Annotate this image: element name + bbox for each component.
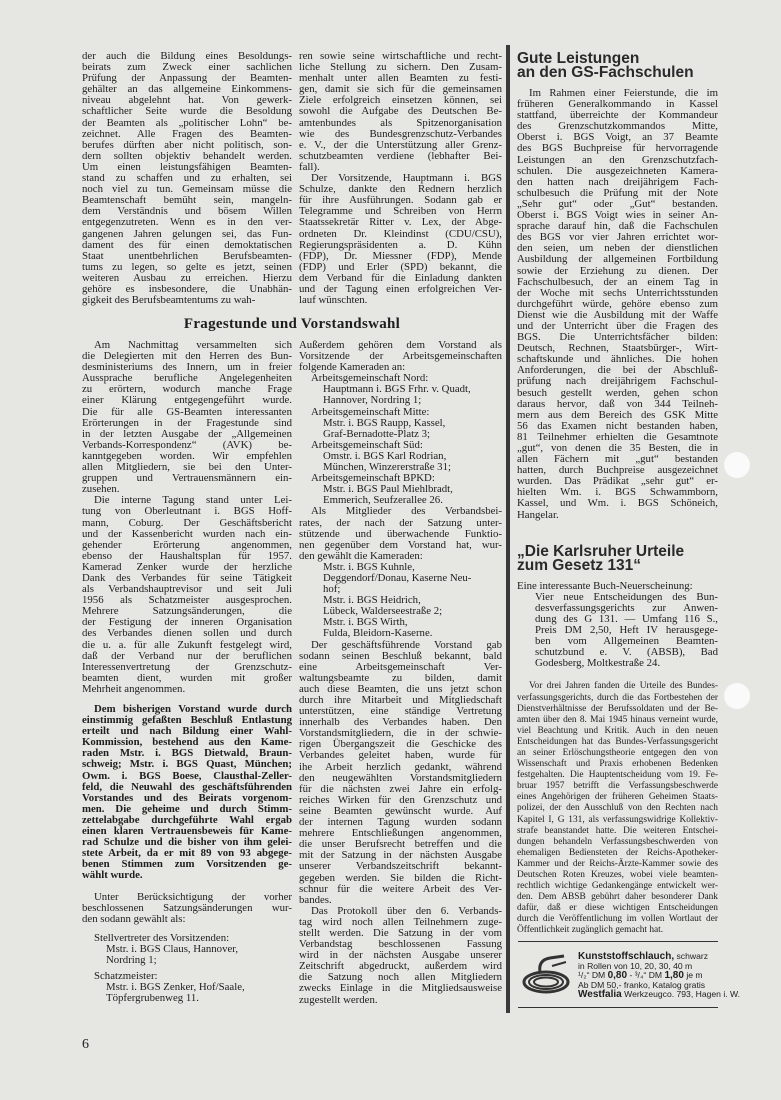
text-line: hatten, durch Buchpreise ausgezeichnet [517,464,718,477]
text-line: Fachschulbesuch, der an einem Tag in [517,275,718,288]
text-line: Preis DM 2,50, Heft IV herausgege- [535,624,718,637]
text-line: der Beamten als „politischer Lohn“ be- [82,116,292,129]
text-line: gegeben werden. Sie bilden die Richt- [299,871,502,884]
text-line: Arbeitsgemeinschaft Süd: [311,438,423,451]
text-line: Graf-Bernadotte-Platz 3; [323,427,431,440]
paragraph [517,88,718,521]
text-line: für ihre Ausführungen. Sodann gab er [299,194,502,207]
page-number: 6 [82,1037,89,1052]
paragraph [82,340,292,495]
text-line: ebenso der Haushaltsplan für 1957. [82,549,292,562]
text-line: Anforderungen, die bei der Abschluß- [517,364,718,377]
text-line: Regierungspräsidenten a. D. Kühn [299,238,502,251]
text-line: ihe Arbeit herzlich gedankt, während [299,760,502,773]
text-line: besuch gestellt werden, gehen schon [517,386,718,399]
text-line: desverfassungsgerichts zur Anwen- [535,601,718,614]
text-line: desministeriums des Innern, um in freier [82,361,292,374]
text-line: menhalt unter allen Beamten zu festi- [299,72,502,85]
text-line: wie des Bundesgrenzschutz-Verbandes [299,127,502,140]
text-line: schaftlicher Seite wurde die Besoldung [82,105,292,118]
text-line: Schulze, dankte den Rednern herzlich [299,183,502,196]
article-heading: „Die Karlsruher Urteile zum Gesetz 131“ [517,542,685,574]
text-line: Deggendorf/Donau, Kaserne Neu- [323,571,472,584]
text-line: schulbesuch die Prüfung mit der Note [517,186,718,199]
text-line: schulen. Die ausgezeichneten Kamera- [517,164,718,177]
text-line: ordneten Dr. Kleindinst (CDU/CSU), [299,227,502,240]
text-line: wird in der nächsten Ausgabe unserer [299,949,502,962]
text-line: verfassungsgerichts, durch die das Fortbestehen der [517,692,718,703]
top-middle-column [299,51,502,306]
text-line: Aussprache berufliche Angelegenheiten [82,372,292,385]
text-line: bandes. [299,893,332,906]
paragraph [299,173,502,306]
text-line: tung von Oberleutnant i. BGS Hoff- [82,505,292,518]
list-entry [299,418,502,440]
text-line: gehälter an das allgemeine Einkommens- [82,83,292,96]
text-line: Kapitel I, G 131, als verfassungswidrige Kollektiv- [517,814,718,825]
text-line: Ausbildung der allgemeinen Fortbildung [517,253,718,266]
text-line: gangenen Jahren gelungen sei, das Fun- [82,227,292,240]
text-line: Owm. i. BGS Boese, Clausthal-Zeller- [82,769,292,782]
text-line: schutzbeamten verdiene (lebhafter Bei- [299,149,502,162]
text-line: schweig; Mstr. i. BGS Quast, München; [82,758,292,771]
text-line: Deutsch, Rechnen, Staatsbürger-, Wirt- [517,342,718,355]
text-line: auch diese Beamten, die uns jetzt schon [299,682,502,695]
text-line: des Verbandes dienen sollen und durch [82,627,292,640]
text-line: Der Vorsitzende, Hauptmann i. BGS [311,172,502,185]
text-line: hof; [323,583,341,596]
text-line: zettelabgabe durchgeführte Wahl ergab [82,813,292,826]
text-line: als Verbandshauptrevisor und seit Juli [82,583,292,596]
text-line: Kamerad Zenker wurde der herzliche [82,560,292,573]
text-line: Wissenschaft und Praxis erhobenen Bedenken [517,759,718,770]
list-entry [299,451,502,473]
text-line: Kammer und der Reichs-Ärzte-Kammer sowie des [517,858,718,869]
ad-brand: Westfalia [578,989,622,1001]
text-line: Vorstandes und des Beirats vorgenom- [82,791,292,804]
text-line: Godesberg, Moltkestraße 24. [535,657,661,670]
text-line: Mehrere Satzungsänderungen, die [82,605,292,618]
text-line: Mehrheit angenommen. [82,682,186,695]
text-line: Am Nachmittag versammelten sich [94,339,292,351]
text-line: viel Beachtung und Kritik. Auch in den neuen [517,725,718,736]
text-line: durchgeführt würde, gehöre ebenso zum [517,297,718,310]
text-line: mern aus dem Bereich des GSK Mitte [517,408,718,421]
text-line: früheren Generalkommando in Kassel [517,98,718,111]
text-line: daraus hervor, daß von 344 Teilneh- [517,397,718,410]
treasurer-entry [82,982,292,1004]
text-line: Die interne Tagung stand unter Lei- [94,494,292,507]
text-line: wählt wurde. [82,869,143,882]
text-line: innerhalb des Verbandes haben. Den [299,716,502,729]
text-line: Erörterungen in der Fragestunde sind [82,416,292,429]
text-line: polizei, der den Ausschluß von den Rechten nach [517,803,718,814]
text-line: und der Kassenbericht wurden nach ein- [82,527,292,540]
text-line: Außerdem gehören dem Vorstand als [299,339,502,351]
text-line: des Grenzschutzkommandos Mitte, [517,120,718,133]
text-line: Töpfergrubenweg 11. [106,992,199,1005]
text-line: den gewählt die Kameraden: [299,549,423,562]
text-line: BGS. Die Unterrichtsfächer bilden: [517,331,718,344]
text-line: Deutschen Roten Kreuzes, wobei viele beamten- [517,870,718,880]
text-line: beamten dient, wurden mit großer [82,671,292,684]
text-line: allen Fächern mit „gut“ bestanden [517,453,718,466]
text-line: e. V., der die Unterstützung aller Grenz- [299,138,502,151]
text-line: Hauptmann i. BGS Frhr. v. Quadt, [323,383,471,396]
bottom-middle-column [299,340,502,1006]
ad-product: Kunststoffschlauch, [578,951,675,962]
text-line: feld, die Neuwahl des geschäftsführenden [82,780,292,793]
text-line: ren sowie seine wirtschaftliche und recht- [299,50,502,62]
list-entry [299,484,502,506]
text-line: Unter Berücksichtigung der vorher [94,890,292,903]
text-line: reiches Wirken für den Grenzschutz und [299,793,502,806]
text-line: tums zu legen, so gelte es jetzt, seinen [82,260,292,273]
paragraph [299,506,502,561]
text-line: Dienst wie die Ausbildung mit der Waffe [517,308,718,321]
punch-hole [724,683,750,709]
right-column [517,52,718,937]
text-line: dern sollten objektiv behandelt werden. [82,149,292,162]
text-line: sowie der Erziehung zu dienen. Der [517,264,718,277]
text-line: und der Tagung einen erfolgreichen Ver- [299,282,502,295]
text-line: Staatssekretär Ritter v. Lex, der Abge- [299,216,502,229]
text-line: strafe beanstandet hatte. Die weiteren Entschei- [517,825,718,836]
text-line: des BGS Buchpreise für hervorragende [517,142,718,155]
text-line: Das Protokoll über den 6. Verbands- [311,904,502,917]
text-line: dament des für einen demoktatischen [82,238,292,251]
text-line: Im Rahmen einer Feierstunde, die im [529,87,718,99]
text-line: seine Beamten gewünscht wurde. Auf [299,804,502,817]
bottom-left-column [82,340,292,1004]
text-line: Emmerich, Seufzerallee 26. [323,494,443,507]
list-entry [299,562,502,640]
text-line: zu erörtern, wodurch manche Frage [82,383,292,396]
text-line: beirats zum Zweck einer sachlichen [82,61,292,74]
text-line: entgegenzutreten. Wenn es in den ver- [82,216,292,229]
text-line: erteilt und nach Bildung einer Wahl- [82,725,292,738]
text-line: Mstr. i. BGS Zenker, Hof/Saale, [106,981,245,994]
text-line: benen Stimmen zum Vorsitzenden ge- [82,858,292,871]
text-line: lauf wünschten. [299,294,368,307]
text-line: liche Stellung zu sichern. Den Zusam- [299,61,502,74]
text-line: men. Die geheime und durch Stimm- [82,802,292,815]
text-line: daß der Verband nur der beruflichen [82,649,292,662]
text-line: Dank des Verbandes für seine Tätigkeit [82,571,292,584]
text-line: mehrere Entschließungen angenommen, [299,827,502,840]
text-line: gigkeit des Berufsbeamtentums zu wah- [82,294,256,307]
text-line: 1956 als Schatzmeister ausgesprochen. [82,594,292,607]
text-line: Ziele erfolgreich einsetzen können, sei [299,94,502,107]
text-line: den. Dem ABSB gebührt daher besonderer Dank [517,892,718,903]
text-line: Der geschäftsführende Vorstand gab [311,638,502,651]
text-line: beschlossenen Satzungsänderungen wur- [82,901,292,914]
paragraph [82,892,292,925]
text-line: und der Unterricht über die Fragen des [517,319,718,332]
section-heading: Fragestunde und Vorstandswahl [183,316,401,332]
text-line: stand zu schaffen und zu erhalten, sei [82,172,292,185]
text-line: Mstr. i. BGS Paul Miehlbradt, [323,483,453,496]
text-line: Fulda, Bleidorn-Kaserne. [323,627,433,640]
text-line: einen klaren Vertrauensbeweis für Kame- [82,825,292,838]
text-line: die u. a. für alle Zukunft festgelegt wird, [82,638,292,651]
text-line: den neugewählten Vorstandsmitgliedern [299,771,502,784]
text-line: Staat unentbehrlichen Berufsbeamten- [82,249,292,262]
text-line: raden Mstr. i. BGS Dietwald, Braun- [82,747,292,760]
text-line: Nordring 1; [106,953,157,966]
text-line: ben vom Allgemeinen Beamten- [535,635,718,648]
text-line: Mstr. i. BGS Raupp, Kassel, [323,416,446,429]
text-line: dem Verständnis und bösem Willen [82,205,292,218]
text-line: rechtlich wichtige Gedankengänge entwickelt wer- [517,881,718,892]
text-line: an seiner Erlöschungstheorie entgegen den von [517,747,718,758]
text-line: folgende Kameraden an: [299,361,406,374]
text-line: schutzbund e. V. (ABSB), Bad [535,646,718,659]
text-line: Verbands-Korrespondenz“ (AVK) be- [82,438,292,451]
text-line: Zeitschrift abgedruckt, außerdem wird [299,960,502,973]
text-line: Schatzmeister: [94,970,158,983]
text-line: Stellvertreter des Vorsitzenden: [94,931,230,944]
text-line: wurden. Das Prädikat „sehr gut“ er- [517,475,718,488]
text-line: Arbeitsgemeinschaft Nord: [311,372,429,385]
paragraph [82,51,292,306]
text-line: nen gegenüber dem Vorstand hat, wur- [299,538,502,551]
text-line: Verbandes geleitet haben, wurde für [299,749,502,762]
text-line: Kommission, bestehend aus den Kame- [82,736,292,749]
text-line: Oberst i. BGS Voigt, an 37 Beamte [517,131,718,144]
text-line: einer Klärung entgegengeführt wurde. [82,394,292,407]
text-line: dem Verband für die Einladung dankten [299,271,502,284]
text-line: dung des G 131. — Umfang 116 S., [535,612,718,625]
text-line: festgehalten. Die Hauptentscheidung vom 19. Fe- [517,770,718,781]
text-line: bruar 1957 betrifft die Verfassungsbeschwerde [517,781,718,792]
text-line: Verbandstag beschlossenen Fassung [299,938,502,951]
text-line: 56 das Examen nicht bestanden haben, [517,419,718,432]
text-line: der Woche mit sechs Unterrichtsstunden [517,286,718,299]
text-line: zeichnet. Alle Fragen des Beamten- [82,127,292,140]
text-line: in der letzten Ausgabe der „Allgemeinen [82,427,292,440]
text-line: der auch die Bildung eines Besoldungs- [82,50,292,62]
text-line: fall). [299,160,320,173]
text-line: Arbeitsgemeinschaft BPKD: [311,472,435,485]
text-line: stützende und überwachende Funktio- [299,527,502,540]
text-line: ehemaligen Bediensteten der Reichs-Apotheker- [517,847,718,858]
list-entry [299,384,502,406]
text-line: Vorsitzende der Arbeitsgemeinschaften [299,350,502,363]
text-line: gehöre es insbesondere, die Unabhän- [82,282,292,295]
paragraph [299,51,502,173]
text-line: Vier neue Entscheidungen des Bun- [535,590,718,603]
text-line: Hangelar. [517,508,559,521]
text-line: Arbeitsgemeinschaft Mitte: [311,405,430,418]
text-line: niveau abgelehnt hat. Von gewerk- [82,94,292,107]
text-line: waltungsbeamte zu bilden, damit [299,671,502,684]
text-line: Mstr. i. BGS Heidrich, [323,594,421,607]
advertisement [518,941,741,1008]
text-line: die Satzung noch allen Mitgliedern [299,971,502,984]
paragraph [299,906,502,1006]
text-line: den hatten nach dreijährigem Fach- [517,175,718,188]
text-line: dungen behandeln Verfassungsbeschwerden von [517,836,718,847]
text-line: Dienstverhältnisse der Berufssoldaten und der Be- [517,703,718,714]
text-line: zusehen. [82,483,120,496]
deputy-entry [82,944,292,966]
text-line: Lübeck, Walderseestraße 2; [323,605,443,618]
text-line: berufes dürften aber nicht politisch, son- [82,138,292,151]
paragraph [82,495,292,695]
text-line: der Festigung der inneren Organisation [82,616,292,629]
text-line: Oberst i. BGS Voigt wies in seiner An- [517,209,718,222]
text-line: dafür, daß er diese wichtigen Entscheidungen [517,903,718,914]
text-line: Als Mitglieder des Verbandsbei- [311,505,502,518]
text-line: unterstützen, eine ständige Vertretung [299,705,502,718]
text-line: Um einen leistungsfähigen Beamten- [82,160,292,173]
text-line: einstimmig gefaßten Beschluß Entlastung [82,714,292,727]
text-line: Interessenvertretung der Grenzschutz- [82,660,292,673]
text-line: noch viel zu tun. Gemeinsam müsse die [82,183,292,196]
top-left-column [82,51,292,306]
text-line: stattfand, überreichte der Kommandeur [517,109,718,122]
text-line: hielten Wm. i. BGS Schwammborn, [517,486,718,499]
text-line: allen Mitgliedern, sie bei den Unter- [82,461,292,474]
text-line: stellt werden. Die Satzung in der vom [299,926,502,939]
text-line: mit der Satzung in der nächsten Ausgabe [299,849,502,862]
text-line: zugestellt werden. [299,993,378,1006]
text-line: sowohl die Aufgabe des Deutschen Be- [299,105,502,118]
text-line: prüfung nach dreijährigem Fachschul- [517,375,718,388]
text-line: durch die Veröffentlichung im vollen Wortlaut der [517,914,718,925]
text-line: weiteren Ausbau zu erreichen. Hierzu [82,271,292,284]
text-line: Die für alle GS-Beamten interessanten [82,405,292,418]
text-line: Prüfung der Anpassung der Beamten- [82,72,292,85]
ad-text: Kunststoffschlauch, schwarz in Rollen von 10, 20, 30, 40 m ¹/₂“ DM 0,80 - ³/₄“ DM 1,80 je m Ab DM 50,- franko, Katalog gratis Westfalia Werkzeugco. 793, Hagen i. W. [578,951,741,1001]
text-line: mann, Coburg. Der Geschäftsbericht [82,516,292,529]
small-paragraph [517,681,718,936]
text-line: Mstr. i. BGS Claus, Hannover, [106,942,239,955]
ad-price: 1,80 [664,970,684,982]
text-line: eines Angehörigen der früheren Geheimen Staats- [517,792,718,803]
text-line: rates, der nach der Satzung unter- [299,516,502,529]
text-line: gen, damit sie sich für die gemeinsamen [299,83,502,96]
article-heading: Gute Leistungen an den GS-Fachschulen [517,50,694,81]
punch-hole [724,452,750,478]
text-line: Omstr. i. BGS Karl Rodrian, [323,449,447,462]
text-line: Vorstandsmitgliedern, die in der schwie- [299,727,502,740]
text-line: Vor drei Jahren fanden die Urteile des Bundes- [529,681,718,692]
text-line: gehender Erörterung angenommen, [82,538,292,551]
text-line: durch ihre Mitarbeit und Mitgliedschaft [299,694,502,706]
text-line: sodann seinen Beschluß bekannt, bald [299,649,502,662]
text-line: die Delegierten mit den Herren des Bun- [82,350,292,363]
text-line: Beamtenschaft bemüht sein, mangeln- [82,194,292,207]
text-line: zwecks Einlage in die Mitgliedsausweise [299,982,502,995]
text-line: Mstr. i. BGS Kuhnle, [323,560,415,573]
text-line: schaftskunde und ähnliches. Die hohen [517,353,718,366]
bold-paragraph [82,704,292,882]
text-line: Hannover, Nordring 1; [323,394,422,407]
text-line: München, Winzererstraße 31; [323,461,451,474]
text-line: stete Arbeit, da er mit 89 von 93 abgege- [82,847,292,860]
text-line: den sodann gewählt als: [82,912,186,925]
text-line: (FDP), Dr. Miessner (FDP), Mende [299,249,502,262]
text-line: amtenbundes als Spitzenorganisation [299,116,502,129]
text-line: „gut“, von denen die 35 Besten, die in [517,442,718,454]
text-line: Mstr. i. BGS Wirth, [323,616,408,629]
text-line: Leistungen an den Grenzschutzfach- [517,153,718,166]
text-line: für die nächsten zwei Jahre ein erfolg- [299,782,502,795]
ad-price: 0,80 [607,970,628,982]
text-line: amten über den 8. Mai 1945 hinaus verneint wurde, [517,714,718,725]
text-line: 81 Teilnehmer erhielten die Gesamtnote [517,430,718,443]
text-line: die unser Berufsrecht betreffen und die [299,838,502,851]
text-line: rad Schulze und die bisher von ihm gelei- [82,836,292,849]
text-line: Dem bisherigen Vorstand wurde durch [94,703,292,715]
text-line: Telegramme und Schreiben von Herrn [299,205,502,218]
text-line: den seien, um neben der dienstlichen [517,242,718,255]
text-line: Entscheidungen hat das Bundes-Verfassungsgericht [517,736,718,747]
text-line: sprache darauf hin, daß die Fachschulen [517,220,718,233]
list-label [299,407,502,418]
text-line: der internen Tagung wurden sodann [299,816,502,829]
text-line: rigen Übergangszeit die Geschicke des [299,738,502,751]
text-line: des BGS vor vier Jahren errichtet wor- [517,231,718,244]
text-line: eine Arbeitsgemeinschaft Ver- [299,660,502,673]
text-line: unserer Verbandszeitschrift bekannt- [299,860,502,873]
text-line: Eine interessante Buch-Neuerscheinung: [517,579,693,592]
text-line: Kassel, und Wm. i. BGS Schöneich, [517,497,718,510]
hose-coil-icon [520,950,576,1000]
text-line: tag wird noch allen Teilnehmern zuge- [299,915,502,928]
text-line: „Sehr gut“ oder „Gut“ bestanden. [517,197,718,210]
paragraph [299,640,502,906]
text-line: gruppen und Vertrauensmännern ein- [82,472,292,485]
column-rule [506,45,510,1013]
book-details [517,592,718,670]
text-line: kanntgegeben worden. Wir empfehlen [82,449,292,462]
paragraph [299,340,502,373]
text-line: (FDP) und Erler (SPD) bekannt, die [299,260,502,273]
text-line: Öffentlichkeit zugänglich gemacht hat. [517,925,664,936]
text-line: schnur für die weitere Arbeit des Ver- [299,882,502,895]
